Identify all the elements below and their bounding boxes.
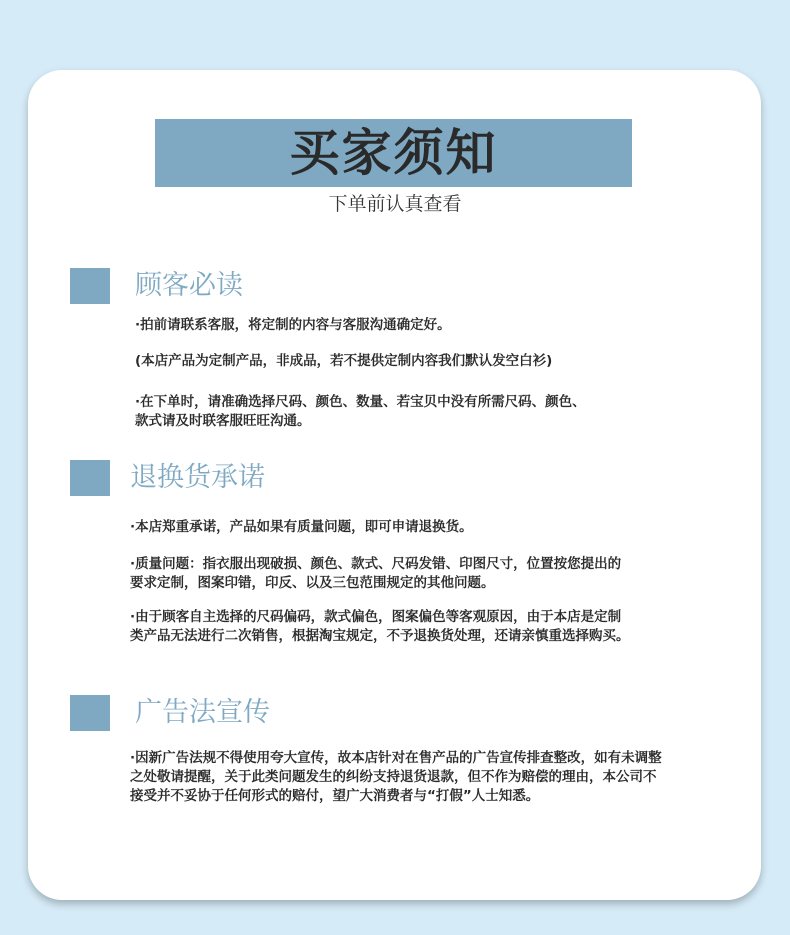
section-paragraph: ·在下单时，请准确选择尺码、颜色、数量、若宝贝中没有所需尺码、颜色、 款式请及时联客服旺旺沟通。 [135, 394, 586, 429]
section-paragraph: ·本店郑重承诺，产品如果有质量问题，即可申请退换货。 [130, 519, 473, 535]
title-banner [155, 119, 632, 187]
section-heading-return-policy: 退换货承诺 [130, 462, 265, 493]
section-paragraph: ·由于顾客自主选择的尺码偏码，款式偏色，图案偏色等客观原因，由于本店是定制 类产品无法进行二次销售，根据淘宝规定，不予退换货处理，还请亲慎重选择购买。 [130, 609, 630, 644]
section-heading-customer-notice: 顾客必读 [135, 270, 243, 301]
section-marker-square [70, 460, 110, 496]
section-marker-square [70, 695, 110, 731]
section-paragraph: (本店产品为定制产品，非成品，若不提供定制内容我们默认发空白衫) [135, 353, 553, 369]
section-heading-advertising-law: 广告法宣传 [135, 697, 270, 728]
section-paragraph: ·质量问题：指衣服出现破损、颜色、款式、尺码发错、印图尺寸，位置按您提出的 要求定制，图案印错，印反、以及三包范围规定的其他问题。 [130, 556, 622, 591]
section-paragraph: ·因新广告法规不得使用夸大宣传，故本店针对在售产品的广告宣传排查整改，如有未调整 之处敬请提醒，关于此类问题发生的纠纷支持退货退款，但不作为赔偿的理由，本公司不 接受并不妥协于任何形式的赔付，望广大消费者与“打假”人士知悉。 [130, 750, 662, 804]
page-subtitle: 下单前认真查看 [328, 193, 462, 215]
section-marker-square [70, 268, 110, 304]
section-paragraph: ·拍前请联系客服，将定制的内容与客服沟通确定好。 [135, 317, 451, 333]
page-title: 买家须知 [289, 124, 498, 182]
